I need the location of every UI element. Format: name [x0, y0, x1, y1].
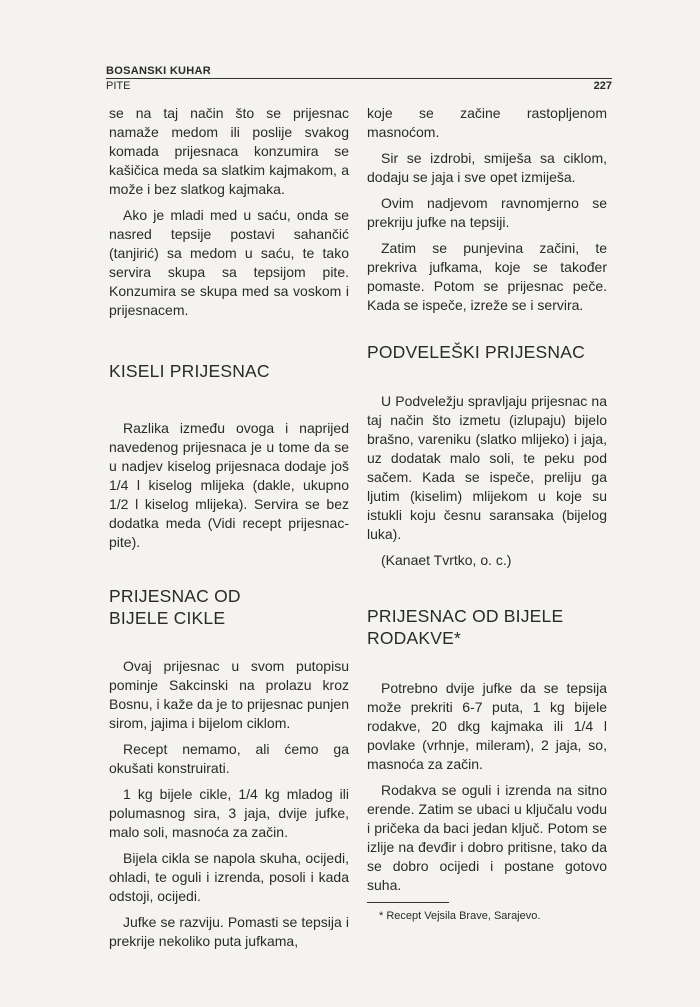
recipe-heading-rodakve	[367, 605, 607, 649]
footnote: * Recept Vejsila Brave, Sarajevo.	[379, 910, 541, 922]
recipe-heading-cikla	[109, 585, 349, 629]
section-name: PITE	[106, 80, 131, 92]
running-head	[106, 65, 612, 92]
body-paragraph: Bijela cikla se napola skuha, ocijedi, ohladi, te oguli i izrenda, posoli i kada odstoji, ocijedi.	[109, 850, 349, 904]
heading-line: PRIJESNAC OD	[109, 586, 241, 606]
body-paragraph: Razlika između ovoga i naprijed navedenog prijesnaca je u tome da se u nadjev kiselog prijesnaca dodaje još 1/4 l kiselog mlijeka (dakle, ukupno 1/2 l kiselog mlijeka). Servira se bez dodatka meda (Vidi recept prijesnac-pite).	[109, 420, 349, 550]
body-paragraph: Recept nemamo, ali ćemo ga okušati konstruirati.	[109, 741, 349, 776]
left-column	[109, 104, 349, 958]
body-paragraph: 1 kg bijele cikle, 1/4 kg mladog ili polumasnog sira, 3 jaja, dvije jufke, malo soli, masnoća za začin.	[109, 786, 349, 840]
body-paragraph: Ovaj prijesnac u svom putopisu pominje Sakcinski na prolazu kroz Bosnu, i kaže da je to prijesnac punjen sirom, jajima i bijelom ciklom.	[109, 658, 349, 731]
right-column	[367, 104, 607, 923]
heading-line: RODAKVE*	[367, 628, 461, 648]
body-paragraph: Zatim se punjevina začini, te prekriva jufkama, koje se također pomaste. Potom se prijesnac peče. Kada se ispeče, izreže se i servira.	[367, 240, 607, 313]
book-title: BOSANSKI KUHAR	[106, 65, 212, 77]
body-paragraph: Rodakva se oguli i izrenda na sitno erende. Zatim se ubaci u ključalu vodu i pričeka da baci jedan ključ. Potom se izlije na đevđir i dobro pritisne, tako da se dobro ocijedi i postane gotovo suha.	[367, 782, 607, 893]
body-paragraph: Ako je mladi med u saću, onda se nasred tepsije postavi sahančić (tanjirić) sa medom u saću, te tako servira skupa sa tepsijom pite. Konzumira se skupa med sa voskom i prijesnacem.	[109, 207, 349, 318]
body-paragraph: se na taj način što se prijesnac namaže medom ili poslije svakog komada prijesnaca konzumira se kašičica meda sa slatkim kajmakom, a može i bez slatkog kajmaka.	[109, 105, 349, 197]
body-paragraph: Potrebno dvije jufke da se tepsija može prekriti 6-7 puta, 1 kg bijele rodakve, 20 dkg kajmaka ili 1/4 l povlake (vrhnje, mileram), 2 jaja, so, masnoća za začin.	[367, 680, 607, 772]
heading-line: PRIJESNAC OD BIJELE	[367, 606, 564, 626]
heading-line: BIJELE CIKLE	[109, 608, 226, 628]
recipe-heading-podveleski: PODVELEŠKI PRIJESNAC	[367, 342, 585, 362]
header-rule	[106, 78, 612, 79]
page-number: 227	[593, 80, 612, 92]
body-paragraph: U Podveležju spravljaju prijesnac na taj način što izmetu (izlupaju) bijelo brašno, vareniku (slatko mlijeko) i jaja, uz dodatak malo soli, te peku pod sačem. Kada se ispeče, preliju ga ljutim (kiselim) mlijekom u koje su istukli koju česnu saransaka (bijelog luka).	[367, 393, 607, 542]
body-paragraph: Ovim nadjevom ravnomjerno se prekriju jufke na tepsiji.	[367, 195, 607, 230]
body-paragraph: Sir se izdrobi, smiješa sa ciklom, dodaju se jaja i sve opet izmiješa.	[367, 150, 607, 185]
body-paragraph: Jufke se razviju. Pomasti se tepsija i prekrije nekoliko puta jufkama,	[109, 914, 349, 949]
footnote-rule	[367, 902, 449, 903]
body-paragraph: koje se začine rastopljenom masnoćom.	[367, 105, 607, 140]
citation: (Kanaet Tvrtko, o. c.)	[381, 552, 512, 568]
recipe-heading-kiseli: KISELI PRIJESNAC	[109, 361, 270, 381]
